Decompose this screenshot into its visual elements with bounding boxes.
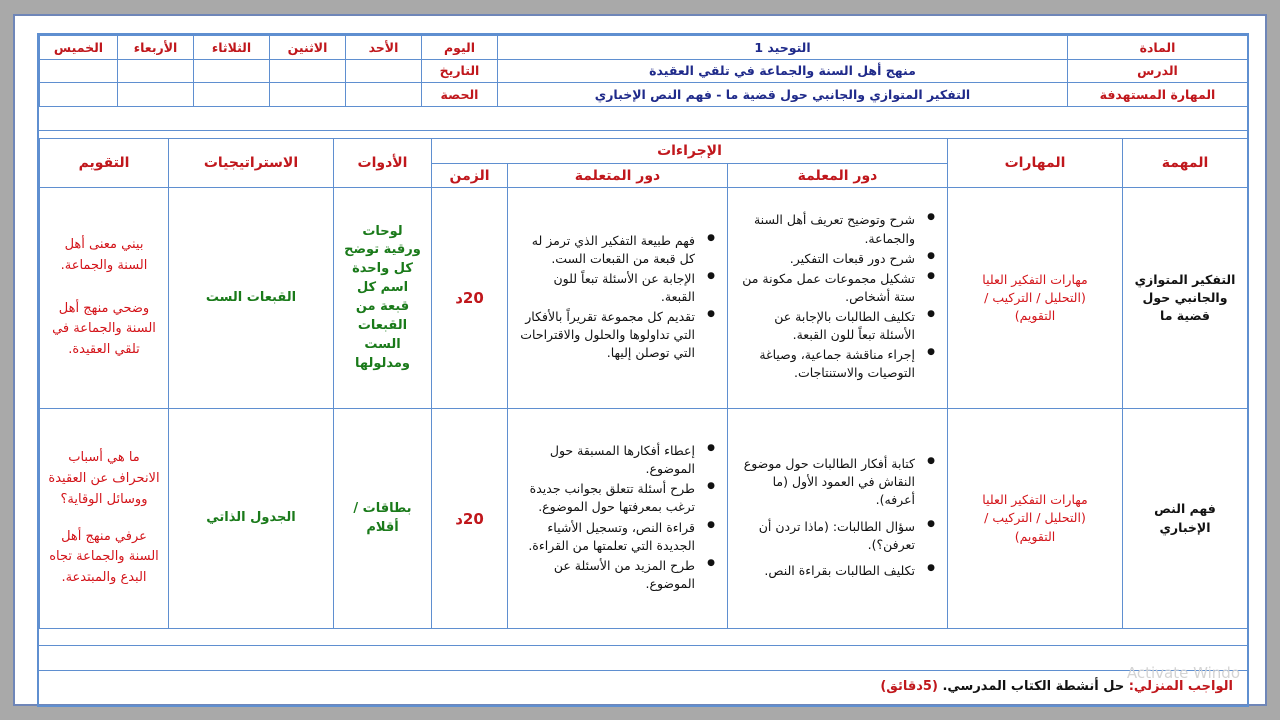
time-cell: 20د [432,188,508,409]
evaluation-question: بيني معنى أهل السنة والجماعة. [60,237,148,273]
list-item: ● الإجابة عن الأسئلة تبعاً للون القبعة. [520,270,717,306]
date-cell [346,59,422,83]
lesson-plan-sheet [13,14,1267,706]
day-label: اليوم [422,36,498,60]
homework-minutes: (5دقائق) [880,679,938,694]
col-teacher-role: دور المعلمة [728,164,948,188]
date-cell [118,59,194,83]
student-role-cell [508,188,728,409]
evaluation-cell [40,409,169,629]
subject-label: المادة [1068,36,1248,60]
period-cell [118,83,194,107]
list-item: ● فهم طبيعة التفكير الذي ترمز له كل قبعة من القبعات الست. [520,232,717,268]
table-row [40,188,1248,409]
col-evaluation: التقويم [40,139,169,188]
col-procedures: الإجراءات [432,139,948,164]
skills-cell: مهارات التفكير العليا (التحليل / التركيب / التقويم) [948,188,1123,409]
col-student-role: دور المتعلمة [508,164,728,188]
period-cell [194,83,270,107]
list-item: ● تكليف الطالبات بقراءة النص. [740,562,937,580]
task-cell: التفكير المتوازي والجانبي حول قضية ما [1123,188,1248,409]
task-cell: فهم النص الإخباري [1123,409,1248,629]
procedures-table [39,138,1248,629]
col-tools: الأدوات [334,139,432,188]
day-tuesday: الثلاثاء [194,36,270,60]
period-cell [346,83,422,107]
lesson-label: الدرس [1068,59,1248,83]
header-table [39,35,1248,107]
homework-text: حل أنشطة الكتاب المدرسي. [942,679,1125,694]
time-cell: 20د [432,409,508,629]
date-cell [270,59,346,83]
period-label: الحصة [422,83,498,107]
activation-watermark: Activate Windo [1126,664,1240,682]
col-time: الزمن [432,164,508,188]
target-skill-label: المهارة المستهدفة [1068,83,1248,107]
skills-cell: مهارات التفكير العليا (التحليل / التركيب / التقويم) [948,409,1123,629]
list-item: ● إجراء مناقشة جماعية، وصياغة التوصيات والاستنتاجات. [740,346,937,382]
date-label: التاريخ [422,59,498,83]
target-skill-value: التفكير المتوازي والجانبي حول قضية ما - فهم النص الإخباري [498,83,1068,107]
list-item: ● قراءة النص، وتسجيل الأشياء الجديدة التي تعلمتها من القراءة. [520,519,717,555]
subject-value: التوحيد 1 [498,36,1068,60]
list-item: ● إعطاء أفكارها المسبقة حول الموضوع. [520,442,717,478]
list-item: ● طرح المزيد من الأسئلة عن الموضوع. [520,557,717,593]
tools-cell: بطاقات / أقلام [334,409,432,629]
strategies-cell: القبعات الست [169,188,334,409]
teacher-role-cell [728,409,948,629]
divider [39,645,1247,646]
col-task: المهمة [1123,139,1248,188]
col-skills: المهارات [948,139,1123,188]
list-item: ● شرح دور قبعات التفكير. [740,250,937,268]
lesson-value: منهج أهل السنة والجماعة في تلقي العقيدة [498,59,1068,83]
evaluation-question: عرفي منهج أهل السنة والجماعة تجاه البدع والمبتدعة. [49,528,159,586]
teacher-role-cell [728,188,948,409]
list-item: ● كتابة أفكار الطالبات حول موضوع النقاش في العمود الأول (ما أعرفه). [740,455,937,509]
list-item: ● طرح أسئلة تتعلق بجوانب جديدة ترغب بمعرفتها حول الموضوع. [520,480,717,516]
lesson-plan-frame [37,33,1249,707]
date-cell [194,59,270,83]
homework-footer [39,670,1247,705]
period-cell [270,83,346,107]
list-item: ● تشكيل مجموعات عمل مكونة من ستة أشخاص. [740,270,937,306]
homework-label: الواجب المنزلي: [1128,679,1233,694]
date-cell [40,59,118,83]
divider [39,130,1247,131]
period-cell [40,83,118,107]
day-thursday: الخميس [40,36,118,60]
evaluation-question: ما هي أسباب الانحراف عن العقيدة ووسائل الوقاية؟ [48,450,160,507]
col-strategies: الاستراتيجيات [169,139,334,188]
evaluation-question: وضحي منهج أهل السنة والجماعة في تلقي العقيدة. [52,300,156,358]
student-role-cell [508,409,728,629]
list-item: ● تكليف الطالبات بالإجابة عن الأسئلة تبعاً للون القبعة. [740,308,937,344]
day-wednesday: الأربعاء [118,36,194,60]
list-item: ● شرح وتوضيح تعريف أهل السنة والجماعة. [740,211,937,247]
tools-cell: لوحات ورقية توضح كل واحدة اسم كل قبعة من القبعات الست ومدلولها [334,188,432,409]
day-sunday: الأحد [346,36,422,60]
evaluation-cell [40,188,169,409]
table-row [40,409,1248,629]
strategies-cell: الجدول الذاتي [169,409,334,629]
list-item: ● تقديم كل مجموعة تقريراً بالأفكار التي تداولوها والحلول والاقتراحات التي توصلن إليها. [520,308,717,362]
list-item: ● سؤال الطالبات: (ماذا تردن أن تعرفن؟). [740,518,937,554]
day-monday: الاثنين [270,36,346,60]
